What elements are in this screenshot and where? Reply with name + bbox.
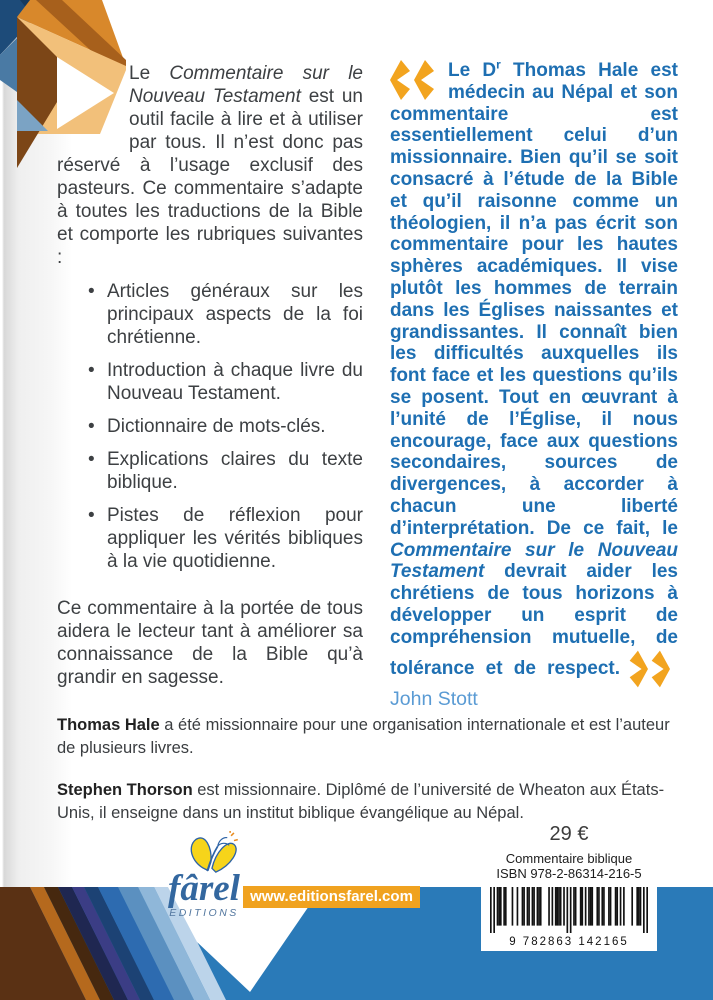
- intro-paragraph: [57, 62, 363, 269]
- author-name: Stephen Thorson: [57, 781, 193, 799]
- corner-wrap-spacer: [57, 62, 129, 132]
- book-title-italic: Commentaire sur le Nouveau Testament: [129, 63, 364, 107]
- author-bio-text: est missionnaire. Diplômé de l’université de Wheaton aux États-Unis, il enseigne dans un institut biblique évangélique au Népal.: [57, 781, 665, 822]
- opening-quote-wrap: [390, 60, 448, 102]
- barcode-bars: [490, 887, 648, 933]
- barcode-digits: 9 782863 142165: [509, 936, 629, 948]
- closing-quote-icon: [626, 649, 670, 689]
- outro-paragraph: Ce commentaire à la portée de tous aidera le lecteur tant à améliorer sa connaissance de la Bible qu’à grandir en sagesse.: [57, 598, 363, 688]
- opening-quote-icon: [390, 60, 438, 100]
- quote-text: Thomas Hale est médecin au Népal et son commentaire est essentiellement celui d’un missionnaire. Bien qu’il se soit consacré à l’étude de la Bible et qu’il raisonne comme un théologien, il n’a pas écrit son commentaire pour les hautes sphères académiques. Il vise plutôt les hommes de terrain dans les Églises naissantes et grandissantes. Il connaît bien les difficultés auxquelles ils font face et les questions qu’ils se posent. Tout en œuvrant à l’unité de l’Église, il nous encourage, face aux questions secondaires, sources de divergences, à accorder à chacun une liberté d’interprétation. De ce fait, le: [390, 60, 678, 539]
- price: 29 €: [549, 823, 589, 845]
- bio-thomas-hale: [57, 714, 679, 760]
- quote-text: Le D: [448, 60, 497, 81]
- quote-attribution: John Stott: [390, 687, 478, 710]
- website-url: www.editionsfarel.com: [250, 888, 413, 905]
- quote-book-title-italic: Commentaire sur le Nouveau Testament: [390, 539, 678, 583]
- list-item: • Pistes de réflexion pour appliquer les vérités bibliques à la vie quotidienne.: [88, 504, 363, 573]
- category-label: Commentaire biblique: [505, 851, 633, 866]
- author-name: Thomas Hale: [57, 716, 160, 734]
- endorsement-quote: [390, 57, 678, 710]
- list-item: • Articles généraux sur les principaux aspects de la foi chrétienne.: [88, 280, 363, 349]
- quote-superscript: r: [496, 57, 501, 72]
- description-column: [57, 62, 363, 689]
- list-item: • Introduction à chaque livre du Nouveau Testament.: [88, 359, 363, 405]
- farel-logo: [152, 831, 256, 919]
- isbn-label: ISBN 978-2-86314-216-5: [496, 866, 642, 881]
- bio-stephen-thorson: [57, 779, 679, 825]
- list-item: • Dictionnaire de mots-clés.: [88, 415, 363, 438]
- intro-text-rest: est un outil facile à lire et à utiliser par tous. Il n’est donc pas réservé à l’usage exclusif des pasteurs. Ce commentaire s’adapte à toutes les traductions de la Bible et comporte les rubriques suivantes :: [57, 86, 363, 268]
- list-item: • Explications claires du texte biblique.: [88, 448, 363, 494]
- publisher-name: fârel: [168, 868, 240, 909]
- website-banner: [243, 886, 420, 908]
- intro-text: Le: [129, 63, 170, 84]
- author-bios: [57, 714, 679, 825]
- quote-paragraph: [390, 57, 678, 710]
- author-bio-text: a été missionnaire pour une organisation internationale et est l’auteur de plusieurs livres.: [57, 716, 670, 757]
- features-list: [88, 280, 363, 573]
- barcode: [481, 884, 657, 951]
- quote-text: devrait aider les chrétiens de tous horizons à développer un esprit de compréhension mutuelle, de tolérance et de respect.: [390, 561, 678, 679]
- publisher-subtitle: EDITIONS: [169, 907, 239, 919]
